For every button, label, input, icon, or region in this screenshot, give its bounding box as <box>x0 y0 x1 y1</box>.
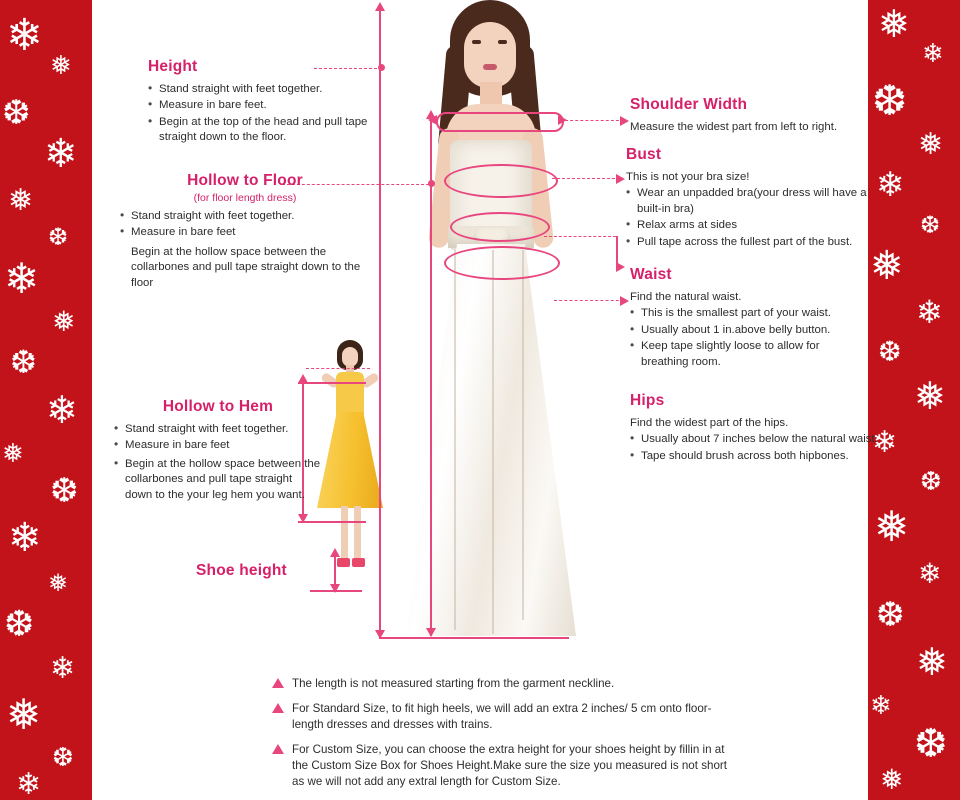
callout-waist <box>630 266 870 371</box>
callout-hips-title: Hips <box>630 392 665 409</box>
snowflake-icon: ❆ <box>878 336 902 367</box>
callout-waist-title: Waist <box>630 266 672 283</box>
callout-shoulder-width <box>630 96 870 136</box>
callout-hollow-to-hem <box>114 398 322 504</box>
list-item: • Begin at the hollow space between the collarbones and pull tape straight down to the your leg hem you want. <box>114 457 322 503</box>
snowflake-icon: ❄ <box>46 390 78 432</box>
hollow-to-hem-top-tick <box>298 382 366 384</box>
note-item <box>272 701 742 733</box>
list-item: • Stand straight with feet together. <box>148 82 368 97</box>
shoulder-width-leader <box>560 120 624 121</box>
list-item: • Stand straight with feet together. <box>120 209 370 224</box>
snowflake-icon: ❅ <box>914 376 946 418</box>
snowflake-icon: ❅ <box>918 128 944 161</box>
mini-model-shoe-left <box>337 558 350 567</box>
snowflake-icon: ❄ <box>44 132 78 176</box>
snowflake-icon: ❅ <box>48 570 69 597</box>
list-item: • Measure in bare feet <box>120 225 370 240</box>
snowflake-icon: ❆ <box>876 596 905 634</box>
mini-model-torso <box>336 372 364 416</box>
snowflake-icon: ❄ <box>16 768 42 800</box>
warning-triangle-icon <box>272 744 284 754</box>
height-arrow-top <box>375 2 385 11</box>
shoe-height-arrow-top <box>330 548 340 557</box>
mini-model-leg-left <box>341 506 348 562</box>
callout-height-list <box>148 82 368 146</box>
snowflake-icon: ❅ <box>916 642 948 684</box>
list-item: • Relax arms at sides <box>626 218 874 233</box>
snowflake-icon: ❅ <box>52 306 76 337</box>
callout-hollow-to-floor-subtitle: (for floor length dress) <box>193 192 297 204</box>
height-leader-dot <box>378 64 385 71</box>
note-text: For Standard Size, to fit high heels, we will add an extra 2 inches/ 5 cm onto floor-length dresses and dresses with trains. <box>292 702 712 731</box>
mini-model-leg-right <box>354 506 361 562</box>
note-text: The length is not measured starting from the garment neckline. <box>292 677 615 690</box>
model-eye-left <box>472 40 481 44</box>
snowflake-icon: ❅ <box>878 4 910 46</box>
snowflake-icon: ❅ <box>6 691 42 738</box>
list-item: This is not your bra size! <box>626 171 750 183</box>
note-item <box>272 676 742 692</box>
callout-height-title: Height <box>148 58 198 75</box>
warning-triangle-icon <box>272 678 284 688</box>
snowflake-icon: ❆ <box>872 77 908 124</box>
waist-leader-arrow <box>616 262 625 272</box>
callout-hollow-to-floor-title: Hollow to Floor <box>187 172 303 189</box>
snowflake-icon: ❆ <box>10 344 37 380</box>
shoulder-leader-arrow <box>620 116 629 126</box>
model-skirt-fold <box>492 250 494 634</box>
bust-tape <box>444 164 558 198</box>
warning-triangle-icon <box>272 703 284 713</box>
note-item <box>272 742 742 790</box>
callout-hollow-to-floor <box>120 172 370 292</box>
hips-tape <box>444 246 560 280</box>
list-item: • Stand straight with feet together. <box>114 422 322 437</box>
snowflake-icon: ❆ <box>2 94 31 132</box>
shoulder-width-tape <box>436 112 564 132</box>
shoe-height-baseline <box>310 590 362 592</box>
snowflake-icon: ❆ <box>48 224 69 251</box>
mini-model-face <box>342 347 358 367</box>
callout-bust-list <box>626 170 874 250</box>
list-item: • Usually about 1 in.above belly button. <box>630 323 870 338</box>
snowflake-icon: ❅ <box>874 503 910 550</box>
callout-shoe-height-title: Shoe height <box>196 562 287 579</box>
snowflake-icon: ❅ <box>870 244 904 288</box>
mini-model-shoe-right <box>352 558 365 567</box>
diagram-stage <box>92 0 878 800</box>
model-eye-right <box>498 40 507 44</box>
snowflake-icon: ❄ <box>870 690 892 720</box>
snowflake-icon: ❅ <box>2 438 24 468</box>
waist-tape <box>450 212 550 242</box>
shoulder-arrow-left <box>428 115 437 125</box>
list-item: Begin at the hollow space between the collarbones and pull tape straight down to the floor <box>131 245 361 289</box>
list-item: • Usually about 7 inches below the natural waist. <box>630 432 878 447</box>
callout-shoe-height <box>196 562 336 586</box>
list-item: • Measure in bare feet. <box>148 98 368 113</box>
model-skirt-fold <box>522 250 524 620</box>
right-snowflake-border <box>868 0 960 800</box>
hollow-to-hem-bottom-tick <box>298 521 366 523</box>
list-item: • Begin at the top of the head and pull tape straight down to the floor. <box>148 115 368 146</box>
snowflake-icon: ❄ <box>8 516 42 560</box>
list-item: Find the natural waist. <box>630 291 742 303</box>
callout-hips-list <box>630 416 878 464</box>
hips-leader-arrow <box>620 296 629 306</box>
callout-hollow-to-floor-list <box>120 209 370 291</box>
model-face <box>464 22 516 88</box>
snowflake-icon: ❅ <box>50 50 72 80</box>
callout-bust-title: Bust <box>626 146 662 163</box>
callout-bust <box>626 146 874 251</box>
callout-hollow-to-hem-title: Hollow to Hem <box>162 398 274 415</box>
list-item: • Wear an unpadded bra(your dress will have a built-in bra) <box>626 186 874 217</box>
note-text: For Custom Size, you can choose the extra height for your shoes height by fillin in at the Custom Size Box for Shoes Height.Make sure the size you measured is not short as we will not add any extral length for Custom Size. <box>292 743 727 788</box>
hollow-to-floor-arrow-bottom <box>426 628 436 637</box>
left-snowflake-border <box>0 0 92 800</box>
list-item: Find the widest part of the hips. <box>630 417 789 429</box>
hollow-to-hem-mini-neck-line <box>306 368 370 369</box>
list-item: • Pull tape across the fullest part of the bust. <box>626 235 874 250</box>
model-skirt-fold <box>454 250 456 630</box>
height-baseline <box>379 637 569 639</box>
snowflake-icon: ❄ <box>876 166 905 204</box>
snowflake-icon: ❄ <box>4 255 40 302</box>
hollow-to-floor-dot <box>428 180 435 187</box>
waist-leader <box>544 236 616 237</box>
height-measure-line <box>379 10 381 638</box>
list-item: Measure the widest part from left to right. <box>630 121 838 133</box>
snowflake-icon: ❄ <box>6 11 43 60</box>
callout-waist-list <box>630 290 870 370</box>
bust-leader <box>552 178 620 179</box>
callout-height <box>148 58 368 147</box>
callout-shoulder-width-title: Shoulder Width <box>630 96 748 113</box>
callout-hips <box>630 392 878 465</box>
hollow-to-floor-line <box>430 118 432 636</box>
list-item: • Measure in bare feet <box>114 438 322 453</box>
mini-model-skirt <box>317 412 383 508</box>
list-item: • This is the smallest part of your waist. <box>630 306 870 321</box>
list-item: • Keep tape slightly loose to allow for breathing room. <box>630 339 870 370</box>
snowflake-icon: ❄ <box>50 652 76 685</box>
callout-hollow-to-hem-list <box>114 422 322 503</box>
snowflake-icon: ❆ <box>52 742 74 772</box>
snowflake-icon: ❆ <box>914 722 948 766</box>
snowflake-icon: ❆ <box>920 212 941 239</box>
snowflake-icon: ❅ <box>8 184 34 217</box>
bust-leader-arrow <box>616 174 625 184</box>
snowflake-icon: ❅ <box>880 764 904 795</box>
snowflake-icon: ❄ <box>922 38 944 68</box>
snowflake-icon: ❆ <box>50 472 79 510</box>
snowflake-icon: ❆ <box>920 466 942 496</box>
snowflake-icon: ❄ <box>872 426 898 459</box>
list-item: • Tape should brush across both hipbones. <box>630 449 878 464</box>
callout-shoulder-width-list <box>630 120 870 135</box>
snowflake-icon: ❆ <box>4 603 35 644</box>
model-lips <box>483 64 497 70</box>
snowflake-icon: ❄ <box>916 294 943 330</box>
model-illustration <box>388 0 593 645</box>
bottom-notes <box>272 676 742 799</box>
hips-leader <box>554 300 624 301</box>
snowflake-icon: ❄ <box>918 558 942 589</box>
